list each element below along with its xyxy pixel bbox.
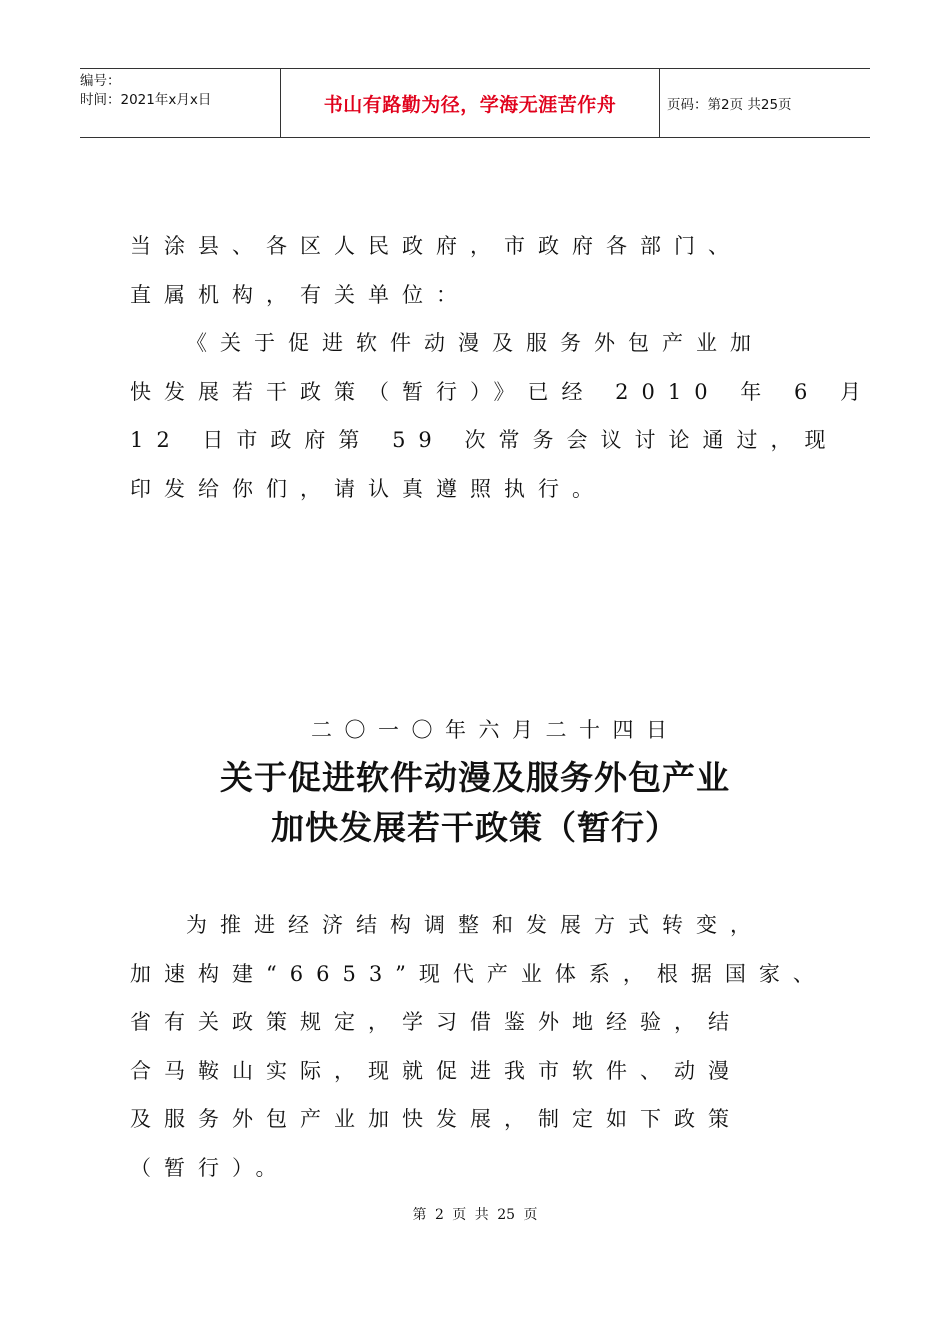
document-header: [80, 68, 870, 138]
page-footer: 第 2 页 共 25 页: [412, 1207, 538, 1223]
notice-line: 印发给你们，请认真遵照执行。: [130, 476, 606, 501]
number-label: 编号：: [80, 73, 121, 89]
policy-line: 合马鞍山实际，现就促进我市软件、动漫: [130, 1058, 742, 1083]
notice-line: 快发展若干政策（暂行）》已经 2010 年 6 月: [130, 379, 875, 404]
notice-line: 《关于促进软件动漫及服务外包产业加: [186, 331, 764, 355]
policy-line: 加速构建“6653”现代产业体系，根据国家、: [130, 961, 827, 986]
notice-body: [130, 222, 875, 513]
notice-line: 直属机构，有关单位：: [130, 282, 470, 307]
notice-date: 二〇一〇年六月二十四日: [311, 718, 680, 742]
policy-line: 及服务外包产业加快发展，制定如下政策: [130, 1107, 742, 1131]
policy-title-line1: 关于促进软件动漫及服务外包产业: [220, 758, 730, 797]
header-left-cell: [80, 69, 281, 137]
header-motto: 书山有路勤为径，学海无涯苦作舟: [323, 93, 617, 116]
notice-line: 当涂县、各区人民政府，市政府各部门、: [130, 234, 742, 258]
policy-body: [130, 901, 827, 1192]
notice-line: 12 日市政府第 59 次常务会议讨论通过，现: [130, 428, 839, 452]
policy-line: （暂行）。: [130, 1155, 290, 1180]
header-motto-cell: [281, 69, 660, 137]
policy-line: 为推进经济结构调整和发展方式转变，: [186, 913, 764, 937]
policy-title-line2: 加快发展若干政策（暂行）: [271, 808, 679, 847]
policy-line: 省有关政策规定，学习借鉴外地经验，结: [130, 1010, 742, 1034]
header-page-cell: [660, 69, 870, 137]
page-code: 页码：第2页 共25页: [667, 97, 792, 113]
time-label: 时间：2021年x月x日: [80, 92, 212, 108]
